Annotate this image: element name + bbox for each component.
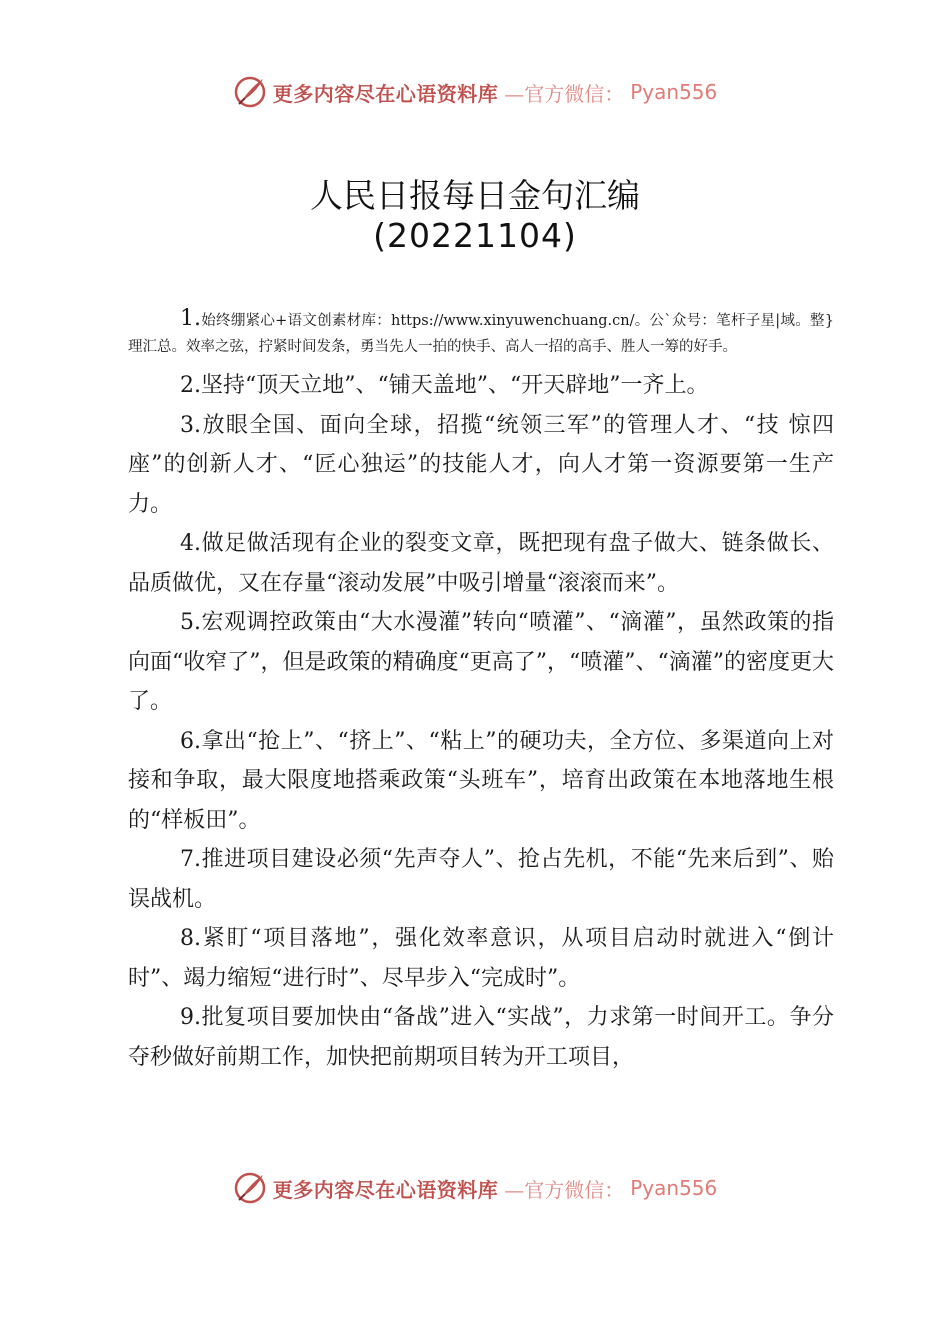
list-item-intro [128, 306, 834, 360]
list-item: 6.拿出“抢上”、“挤上”、“粘上”的硬功夫，全方位、多渠道向上对接和争取，最大限度地搭乘政策“头班车”，培育出政策在本地落地生根的“样板田”。 [128, 728, 834, 833]
intro-number: 1. [180, 306, 201, 331]
watermark-wechat-id: Pyan556 [630, 1176, 718, 1200]
page-title-date: (20221104) [373, 216, 577, 255]
list-item: 2.坚持“顶天立地”、“铺天盖地”、“开天辟地”一齐上。 [180, 373, 709, 398]
watermark-wechat-label: —官方微信： [504, 81, 625, 106]
list-item: 3.放眼全国、面向全球，招揽“统领三军”的管理人才、“技 惊四座”的创新人才、“匠心独运”的技能人才，向人才第一资源要第一生产力。 [128, 412, 834, 517]
list-item: 9.批复项目要加快由“备战”进入“实战”，力求第一时间开工。争分夺秒做好前期工作，加快把前期项目转为开工项目， [128, 1005, 834, 1070]
footer-watermark [0, 1168, 950, 1208]
watermark-brand-text: 更多内容尽在心语资料库 [272, 81, 499, 106]
feather-pen-logo-icon [233, 1171, 267, 1205]
watermark-brand-text: 更多内容尽在心语资料库 [272, 1177, 499, 1202]
intro-text: 始终绷紧心+语文创素材库：https://www.xinyuwenchuang.cn/。公`众号：笔杆子星|域。整}理汇总。效率之弦，拧紧时间发条，勇当先人一拍的快手、高人一招的高手、胜人一筹的好手。 [128, 313, 834, 355]
list-item: 8.紧盯“项目落地”，强化效率意识，从项目启动时就进入“倒计时”、竭力缩短“进行时”、尽早步入“完成时”。 [128, 926, 834, 991]
watermark-wechat-id: Pyan556 [630, 80, 718, 104]
feather-pen-logo-icon [233, 75, 267, 109]
document-body [128, 306, 834, 1077]
list-item: 4.做足做活现有企业的裂变文章，既把现有盘子做大、链条做长、品质做优，又在存量“滚动发展”中吸引增量“滚滚而来”。 [128, 531, 834, 596]
list-item: 5.宏观调控政策由“大水漫灌”转向“喷灌”、“滴灌”，虽然政策的指向面“收窄了”，但是政策的精确度“更高了”，“喷灌”、“滴灌”的密度更大了。 [128, 610, 834, 714]
list-item: 7.推进项目建设必须“先声夺人”、抢占先机，不能“先来后到”、贻误战机。 [128, 847, 834, 912]
watermark-wechat-label: —官方微信： [504, 1177, 625, 1202]
page-title: 人民日报每日金句汇编 [310, 176, 640, 215]
header-watermark [0, 72, 950, 112]
